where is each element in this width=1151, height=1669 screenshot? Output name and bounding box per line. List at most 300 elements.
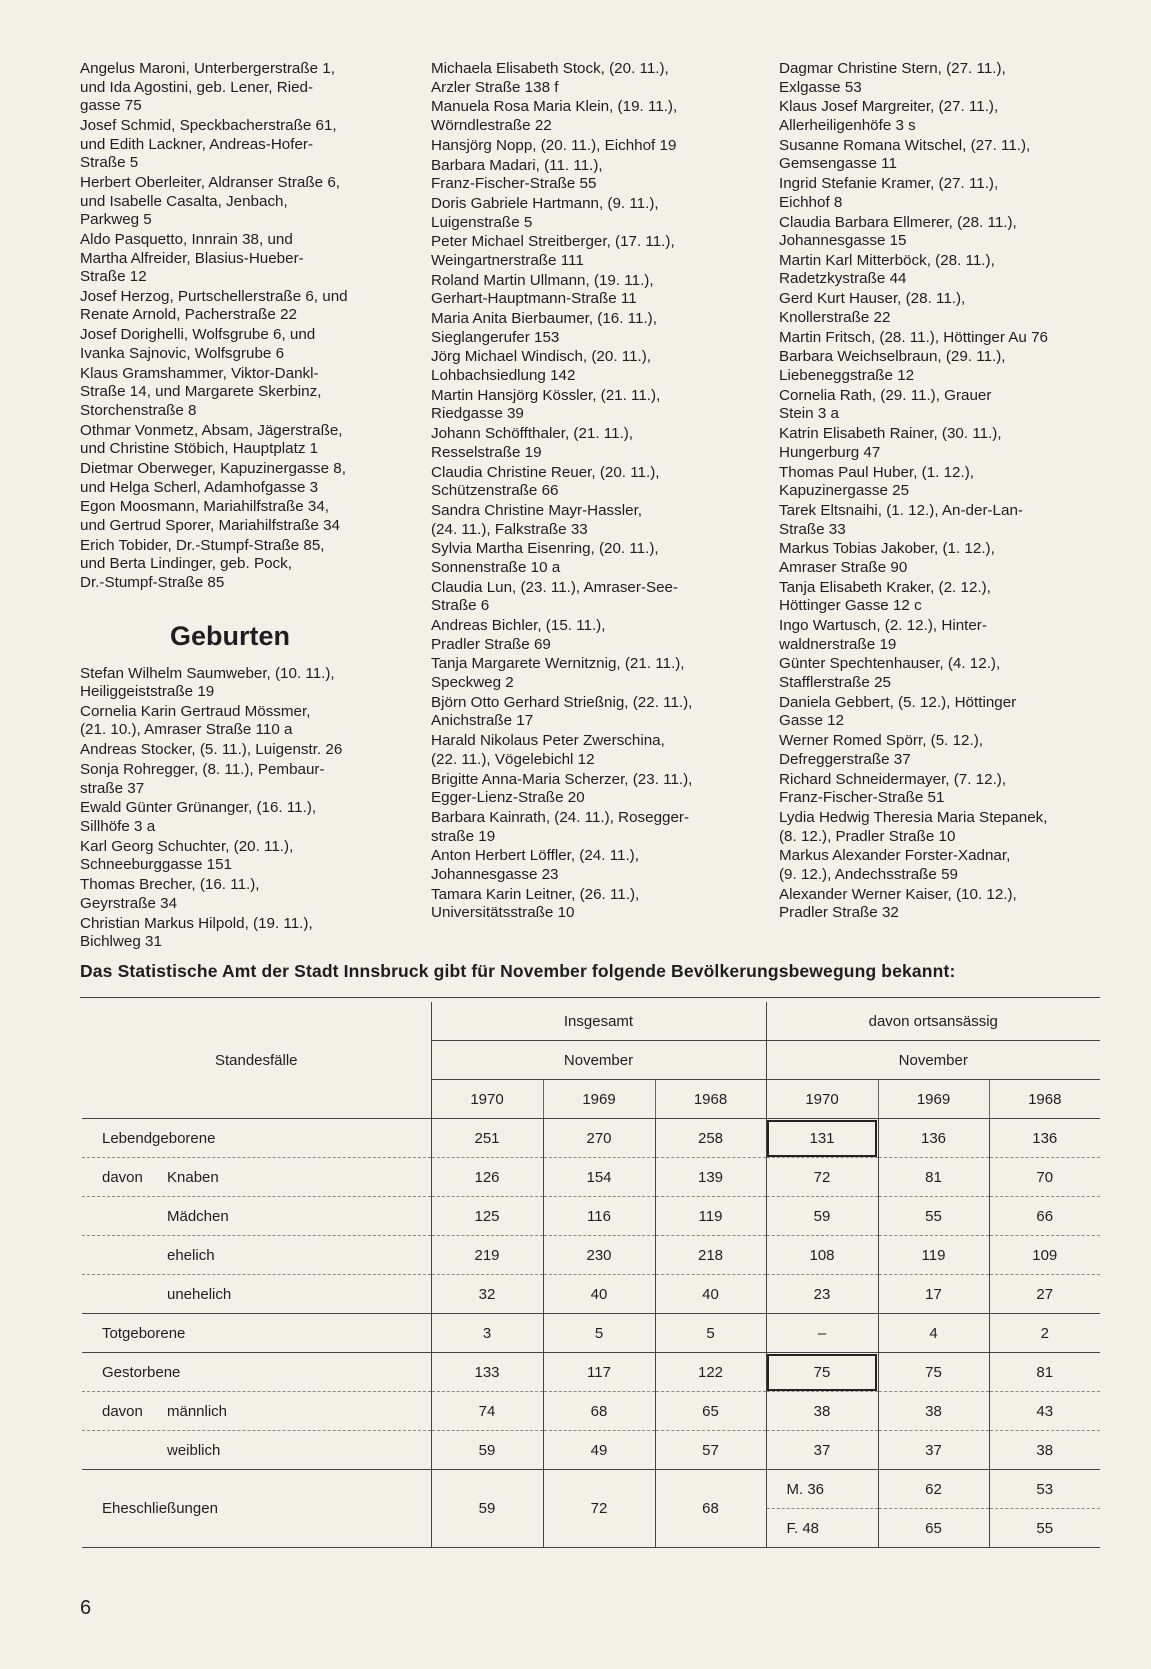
entry-line: Dietmar Oberweger, Kapuzinergasse 8,	[80, 459, 346, 477]
row-label-text: Lebendgeborene	[102, 1129, 216, 1147]
list-item	[431, 540, 756, 577]
entry-line: Aldo Pasquetto, Innrain 38, und	[80, 230, 293, 248]
list-item	[431, 732, 756, 769]
entry-line: Cornelia Rath, (29. 11.), Grauer	[779, 386, 992, 404]
entry-line: Kapuzinergasse 25	[779, 482, 910, 500]
list-item	[779, 886, 1104, 923]
list-item	[779, 348, 1104, 385]
list-item	[779, 579, 1104, 616]
entry-line: Resselstraße 19	[431, 443, 542, 461]
row-label-gestorbene	[82, 1353, 431, 1392]
entry-line: Michaela Elisabeth Stock, (20. 11.),	[431, 60, 669, 77]
table-cell: 258	[655, 1119, 766, 1158]
header-year: 1969	[878, 1080, 989, 1119]
table-cell: 65	[655, 1392, 766, 1431]
table-row	[82, 1353, 1100, 1392]
entry-line: und Gertrud Sporer, Mariahilfstraße 34	[80, 516, 340, 534]
entry-line: Günter Spechtenhauser, (4. 12.),	[779, 655, 1001, 673]
list-item	[431, 233, 756, 270]
list-item	[779, 771, 1104, 808]
table-cell: 72	[766, 1158, 878, 1197]
page-number: 6	[80, 1597, 92, 1619]
entry-line: Harald Nikolaus Peter Zwerschina,	[431, 732, 665, 750]
list-item	[779, 252, 1104, 289]
entry-line: Klaus Gramshammer, Viktor-Dankl-	[80, 364, 319, 382]
row-label-totgeborene	[82, 1314, 431, 1353]
entry-line: Amraser Straße 90	[779, 558, 908, 576]
table-cell: 2	[989, 1314, 1100, 1353]
entry-line: Egon Moosmann, Mariahilfstraße 34,	[80, 498, 330, 516]
list-item	[779, 60, 1104, 97]
list-item	[80, 799, 405, 836]
table-cell: 40	[655, 1275, 766, 1314]
table-cell: 131	[766, 1119, 878, 1158]
entry-line: Anichstraße 17	[431, 712, 534, 730]
entry-line: Klaus Josef Margreiter, (27. 11.),	[779, 98, 999, 116]
entry-line: Claudia Christine Reuer, (20. 11.),	[431, 463, 660, 481]
list-item	[431, 195, 756, 232]
cell: 53	[989, 1470, 1100, 1509]
list-item	[80, 665, 405, 702]
entry-line: Renate Arnold, Pacherstraße 22	[80, 306, 297, 324]
entry-line: (22. 11.), Vögelebichl 12	[431, 750, 595, 768]
entry-line: (9. 12.), Andechsstraße 59	[779, 865, 958, 883]
entry-line: Sylvia Martha Eisenring, (20. 11.),	[431, 540, 659, 558]
entry-line: Liebeneggstraße 12	[779, 367, 915, 384]
entry-line: (21. 10.), Amraser Straße 110 a	[80, 721, 293, 739]
entry-line: Thomas Brecher, (16. 11.),	[80, 876, 260, 894]
entry-line: Riedgasse 39	[431, 405, 524, 423]
row-label-text: männlich	[167, 1402, 228, 1420]
entry-line: Angelus Maroni, Unterbergerstraße 1,	[80, 60, 335, 77]
entry-line: Johannesgasse 23	[431, 865, 559, 883]
table-cell: 17	[878, 1275, 989, 1314]
row-label-ehelich	[82, 1236, 431, 1275]
list-item	[779, 732, 1104, 769]
list-item	[431, 348, 756, 385]
table-cell: 32	[431, 1275, 543, 1314]
table-cell: 119	[878, 1236, 989, 1275]
table-row	[82, 1392, 1100, 1431]
table-cell: 133	[431, 1353, 543, 1392]
table-row	[82, 1431, 1100, 1470]
entry-line: Tanja Margarete Wernitznig, (21. 11.),	[431, 655, 685, 673]
list-item	[779, 98, 1104, 135]
entry-line: Martin Karl Mitterböck, (28. 11.),	[779, 251, 995, 269]
entry-line: Björn Otto Gerhard Strießnig, (22. 11.),	[431, 693, 693, 711]
list-item	[431, 60, 756, 97]
column-2	[431, 60, 756, 924]
table-cell: 119	[655, 1197, 766, 1236]
entry-line: Franz-Fischer-Straße 51	[779, 789, 945, 807]
list-item	[431, 387, 756, 424]
entry-line: Geyrstraße 34	[80, 894, 178, 912]
entry-line: Weingartnerstraße 111	[431, 251, 584, 269]
row-label-maedchen	[82, 1197, 431, 1236]
entry-line: Maria Anita Bierbaumer, (16. 11.),	[431, 310, 657, 328]
entry-line: Barbara Kainrath, (24. 11.), Rosegger-	[431, 808, 690, 826]
row-label-maennlich	[82, 1392, 431, 1431]
table-cell: 66	[989, 1197, 1100, 1236]
entry-line: Exlgasse 53	[779, 78, 862, 96]
cell: 59	[431, 1470, 543, 1548]
list-item	[80, 422, 405, 459]
table-cell: 219	[431, 1236, 543, 1275]
entry-line: Markus Tobias Jakober, (1. 12.),	[779, 540, 995, 558]
list-item	[80, 761, 405, 798]
entry-line: Werner Romed Spörr, (5. 12.),	[779, 732, 983, 750]
entry-line: Sonja Rohregger, (8. 11.), Pembaur-	[80, 761, 325, 779]
entry-line: Claudia Barbara Ellmerer, (28. 11.),	[779, 213, 1017, 231]
list-item	[431, 694, 756, 731]
list-item	[431, 310, 756, 347]
entry-line: Lydia Hedwig Theresia Maria Stepanek,	[779, 808, 1048, 826]
table-cell: 40	[543, 1275, 655, 1314]
list-item	[779, 329, 1104, 348]
entry-line: waldnerstraße 19	[779, 635, 897, 653]
entry-line: Gemsengasse 11	[779, 155, 897, 173]
entry-line: Manuela Rosa Maria Klein, (19. 11.),	[431, 98, 678, 116]
list-item	[431, 502, 756, 539]
entry-line: Markus Alexander Forster-Xadnar,	[779, 847, 1011, 865]
list-item	[431, 157, 756, 194]
row-label-knaben	[82, 1158, 431, 1197]
entry-line: Straße 5	[80, 154, 139, 172]
entry-line: Cornelia Karin Gertraud Mössmer,	[80, 702, 311, 720]
entry-line: Josef Schmid, Speckbacherstraße 61,	[80, 116, 337, 134]
entry-line: Claudia Lun, (23. 11.), Amraser-See-	[431, 578, 679, 596]
table-cell: 5	[655, 1314, 766, 1353]
table-row	[82, 1236, 1100, 1275]
entry-line: Arzler Straße 138 f	[431, 78, 559, 96]
entry-line: Ewald Günter Grünanger, (16. 11.),	[80, 799, 317, 817]
table-cell: 70	[989, 1158, 1100, 1197]
row-label-text: ehelich	[167, 1246, 215, 1264]
list-item	[431, 847, 756, 884]
list-item	[80, 537, 405, 593]
entry-line: gasse 75	[80, 97, 142, 115]
entry-line: Peter Michael Streitberger, (17. 11.),	[431, 233, 675, 251]
table-row	[82, 1197, 1100, 1236]
list-item	[779, 502, 1104, 539]
table-row	[82, 1119, 1100, 1158]
list-item	[779, 214, 1104, 251]
entry-line: Martin Fritsch, (28. 11.), Höttinger Au 76	[779, 328, 1048, 346]
entry-line: Eichhof 8	[779, 193, 843, 211]
entry-line: Lohbachsiedlung 142	[431, 367, 576, 384]
entry-line: Wörndlestraße 22	[431, 116, 552, 134]
entry-line: Ingrid Stefanie Kramer, (27. 11.),	[779, 175, 999, 193]
entry-line: Othmar Vonmetz, Absam, Jägerstraße,	[80, 421, 343, 439]
table-row	[82, 1158, 1100, 1197]
entry-line: Stein 3 a	[779, 405, 839, 423]
list-item	[779, 464, 1104, 501]
list-item	[431, 771, 756, 808]
entry-line: Thomas Paul Huber, (1. 12.),	[779, 463, 974, 481]
entry-line: Hungerburg 47	[779, 443, 881, 461]
table-cell: 38	[878, 1392, 989, 1431]
row-label-text: Knaben	[167, 1168, 219, 1186]
entry-line: Johann Schöffthaler, (21. 11.),	[431, 425, 634, 443]
header-year: 1969	[543, 1080, 655, 1119]
statistics-table	[82, 1002, 1100, 1548]
table-cell: 136	[878, 1119, 989, 1158]
header-year: 1970	[431, 1080, 543, 1119]
entry-line: Karl Georg Schuchter, (20. 11.),	[80, 837, 294, 855]
table-row	[82, 1314, 1100, 1353]
entry-line: Jörg Michael Windisch, (20. 11.),	[431, 348, 652, 366]
entry-line: Straße 14, und Margarete Skerbinz,	[80, 383, 322, 401]
list-item	[80, 117, 405, 173]
entry-line: Gerd Kurt Hauser, (28. 11.),	[779, 290, 966, 308]
list-item	[779, 387, 1104, 424]
entry-line: und Helga Scherl, Adamhofgasse 3	[80, 478, 319, 496]
entry-line: Doris Gabriele Hartmann, (9. 11.),	[431, 194, 659, 212]
table-cell: 27	[989, 1275, 1100, 1314]
table-cell: 108	[766, 1236, 878, 1275]
cell: 68	[655, 1470, 766, 1548]
table-cell: 38	[766, 1392, 878, 1431]
entry-line: und Edith Lackner, Andreas-Hofer-	[80, 135, 314, 153]
list-item	[80, 174, 405, 230]
table-cell: 74	[431, 1392, 543, 1431]
entry-line: Heiliggeiststraße 19	[80, 683, 215, 701]
entry-line: (24. 11.), Falkstraße 33	[431, 520, 588, 538]
entry-line: Roland Martin Ullmann, (19. 11.),	[431, 271, 654, 289]
table-cell: 116	[543, 1197, 655, 1236]
table-cell: 139	[655, 1158, 766, 1197]
row-label-text: unehelich	[167, 1285, 232, 1303]
births-list-3	[779, 60, 1104, 923]
entry-line: Daniela Gebbert, (5. 12.), Höttinger	[779, 693, 1017, 711]
table-cell: 23	[766, 1275, 878, 1314]
entry-line: Alexander Werner Kaiser, (10. 12.),	[779, 885, 1017, 903]
entry-line: Straße 6	[431, 597, 490, 615]
entry-line: straße 37	[80, 779, 145, 797]
list-item	[80, 838, 405, 875]
entry-line: Allerheiligenhöfe 3 s	[779, 116, 916, 134]
entry-line: Pradler Straße 32	[779, 904, 899, 922]
entry-line: Martin Hansjörg Kössler, (21. 11.),	[431, 386, 661, 404]
entry-line: Josef Dorighelli, Wolfsgrube 6, und	[80, 326, 316, 344]
entry-line: Straße 33	[779, 520, 846, 538]
list-item	[80, 288, 405, 325]
list-item	[779, 617, 1104, 654]
table-cell: 81	[878, 1158, 989, 1197]
table-cell: 49	[543, 1431, 655, 1470]
row-label-text: Mädchen	[167, 1207, 229, 1225]
entry-line: und Ida Agostini, geb. Lener, Ried-	[80, 78, 314, 96]
table-cell: 37	[878, 1431, 989, 1470]
row-prefix: davon	[102, 1168, 143, 1186]
list-item	[431, 617, 756, 654]
table-cell: 75	[878, 1353, 989, 1392]
cell: 72	[543, 1470, 655, 1548]
list-item	[779, 847, 1104, 884]
entry-line: Höttinger Gasse 12 c	[779, 597, 922, 615]
list-item	[80, 365, 405, 421]
table-cell: 5	[543, 1314, 655, 1353]
table-cell: 38	[989, 1431, 1100, 1470]
row-label-text: Totgeborene	[102, 1324, 186, 1342]
table-cell: 109	[989, 1236, 1100, 1275]
entry-line: Schneeburggasse 151	[80, 856, 232, 874]
entry-line: Andreas Bichler, (15. 11.),	[431, 617, 606, 635]
entry-line: Egger-Lienz-Straße 20	[431, 789, 585, 807]
entry-line: Stafflerstraße 25	[779, 674, 891, 691]
entry-line: straße 19	[431, 827, 496, 845]
column-1	[80, 60, 405, 953]
list-item	[431, 137, 756, 156]
entry-line: Schützenstraße 66	[431, 482, 559, 500]
table-cell: –	[766, 1314, 878, 1353]
header-year: 1968	[989, 1080, 1100, 1119]
list-item	[80, 741, 405, 760]
entry-line: Martha Alfreider, Blasius-Hueber-	[80, 249, 304, 267]
list-item	[80, 498, 405, 535]
list-item	[431, 425, 756, 462]
entry-line: Straße 12	[80, 268, 147, 286]
entry-line: Storchenstraße 8	[80, 401, 197, 419]
table-cell: 218	[655, 1236, 766, 1275]
entry-line: Stefan Wilhelm Saumweber, (10. 11.),	[80, 664, 335, 682]
entry-line: Sandra Christine Mayr-Hassler,	[431, 501, 643, 519]
list-item	[80, 231, 405, 287]
row-prefix: davon	[102, 1402, 143, 1420]
table-cell: 59	[766, 1197, 878, 1236]
entry-line: Speckweg 2	[431, 674, 514, 691]
entry-line: (8. 12.), Pradler Straße 10	[779, 827, 956, 845]
table-cell: 4	[878, 1314, 989, 1353]
list-item	[431, 272, 756, 309]
entry-line: und Christine Stöbich, Hauptplatz 1	[80, 440, 319, 458]
entry-line: Ingo Wartusch, (2. 12.), Hinter-	[779, 617, 987, 635]
table-cell: 125	[431, 1197, 543, 1236]
entry-line: Christian Markus Hilpold, (19. 11.),	[80, 914, 313, 932]
list-item	[779, 694, 1104, 731]
list-item	[431, 98, 756, 135]
table-cell: 81	[989, 1353, 1100, 1392]
entry-line: Anton Herbert Löffler, (24. 11.),	[431, 847, 639, 865]
entry-line: Ivanka Sajnovic, Wolfsgrube 6	[80, 344, 285, 362]
header-month-2: November	[766, 1041, 1100, 1080]
entry-line: Erich Tobider, Dr.-Stumpf-Straße 85,	[80, 536, 325, 554]
table-cell: 230	[543, 1236, 655, 1275]
entry-line: Josef Herzog, Purtschellerstraße 6, und	[80, 287, 348, 305]
entry-line: Sonnenstraße 10 a	[431, 558, 561, 576]
list-item	[80, 326, 405, 363]
entry-line: Universitätsstraße 10	[431, 904, 575, 922]
header-year: 1968	[655, 1080, 766, 1119]
divider	[80, 997, 1100, 998]
row-label-unehelich	[82, 1275, 431, 1314]
cell: 55	[989, 1509, 1100, 1548]
entry-line: Susanne Romana Witschel, (27. 11.),	[779, 136, 1031, 154]
header-ortsansaessig: davon ortsansässig	[766, 1002, 1100, 1041]
entry-line: Katrin Elisabeth Rainer, (30. 11.),	[779, 425, 1002, 443]
entry-line: Tanja Elisabeth Kraker, (2. 12.),	[779, 578, 991, 596]
header-standesfaelle: Standesfälle	[82, 1002, 431, 1119]
table-cell: 59	[431, 1431, 543, 1470]
entry-line: und Isabelle Casalta, Jenbach,	[80, 192, 288, 210]
header-insgesamt: Insgesamt	[431, 1002, 766, 1041]
list-item	[80, 915, 405, 952]
table-cell: 154	[543, 1158, 655, 1197]
entry-line: Johannesgasse 15	[779, 232, 907, 250]
row-label-weiblich	[82, 1431, 431, 1470]
table-cell: 75	[766, 1353, 878, 1392]
header-year: 1970	[766, 1080, 878, 1119]
list-item	[779, 540, 1104, 577]
entry-line: Sieglangerufer 153	[431, 328, 560, 346]
row-label-eheschliessungen: Eheschließungen	[82, 1470, 431, 1548]
list-item	[80, 876, 405, 913]
statistics-headline: Das Statistische Amt der Stadt Innsbruck gibt für November folgende Bevölkerungsbewegung bekannt:	[80, 961, 956, 981]
entry-line: und Berta Lindinger, geb. Pock,	[80, 555, 292, 573]
table-cell: 136	[989, 1119, 1100, 1158]
cell: 65	[878, 1509, 989, 1548]
list-item	[80, 60, 405, 116]
list-item	[779, 175, 1104, 212]
list-item	[431, 886, 756, 923]
entry-line: Tarek Eltsnaihi, (1. 12.), An-der-Lan-	[779, 501, 1023, 519]
table-cell: 57	[655, 1431, 766, 1470]
cell-m: M. 36	[766, 1470, 878, 1509]
table-cell: 55	[878, 1197, 989, 1236]
entry-line: Gerhart-Hauptmann-Straße 11	[431, 290, 637, 308]
entry-line: Bichlweg 31	[80, 933, 162, 951]
table-cell: 43	[989, 1392, 1100, 1431]
header-month-1: November	[431, 1041, 766, 1080]
cell-f: F. 48	[766, 1509, 878, 1548]
entry-line: Knollerstraße 22	[779, 308, 891, 326]
table-cell: 68	[543, 1392, 655, 1431]
entry-line: Sillhöfe 3 a	[80, 818, 156, 835]
entry-line: Defreggerstraße 37	[779, 750, 911, 768]
list-item	[431, 579, 756, 616]
entry-line: Hansjörg Nopp, (20. 11.), Eichhof 19	[431, 136, 677, 154]
list-item	[431, 655, 756, 692]
entry-line: Tamara Karin Leitner, (26. 11.),	[431, 885, 640, 903]
list-item	[431, 809, 756, 846]
row-label-text: Gestorbene	[102, 1363, 181, 1381]
table-cell: 251	[431, 1119, 543, 1158]
row-label-text: weiblich	[167, 1441, 221, 1459]
table-cell: 270	[543, 1119, 655, 1158]
entry-line: Radetzkystraße 44	[779, 270, 907, 288]
table-cell: 117	[543, 1353, 655, 1392]
table-cell: 122	[655, 1353, 766, 1392]
entry-line: Brigitte Anna-Maria Scherzer, (23. 11.),	[431, 770, 693, 788]
entry-line: Dr.-Stumpf-Straße 85	[80, 573, 225, 591]
list-item	[431, 464, 756, 501]
entry-line: Herbert Oberleiter, Aldranser Straße 6,	[80, 173, 340, 191]
births-list-2	[431, 60, 756, 923]
entry-line: Parkweg 5	[80, 211, 152, 229]
table-cell: 3	[431, 1314, 543, 1353]
entry-line: Barbara Weichselbraun, (29. 11.),	[779, 348, 1006, 366]
list-item	[779, 655, 1104, 692]
table-row	[82, 1275, 1100, 1314]
births-list	[80, 665, 405, 952]
list-item	[80, 460, 405, 497]
list-item	[779, 425, 1104, 462]
row-label-lebendgeborene	[82, 1119, 431, 1158]
entry-line: Barbara Madari, (11. 11.),	[431, 156, 603, 174]
column-3	[779, 60, 1104, 924]
entry-line: Andreas Stocker, (5. 11.), Luigenstr. 26	[80, 741, 343, 759]
section-title-geburten: Geburten	[170, 620, 291, 651]
